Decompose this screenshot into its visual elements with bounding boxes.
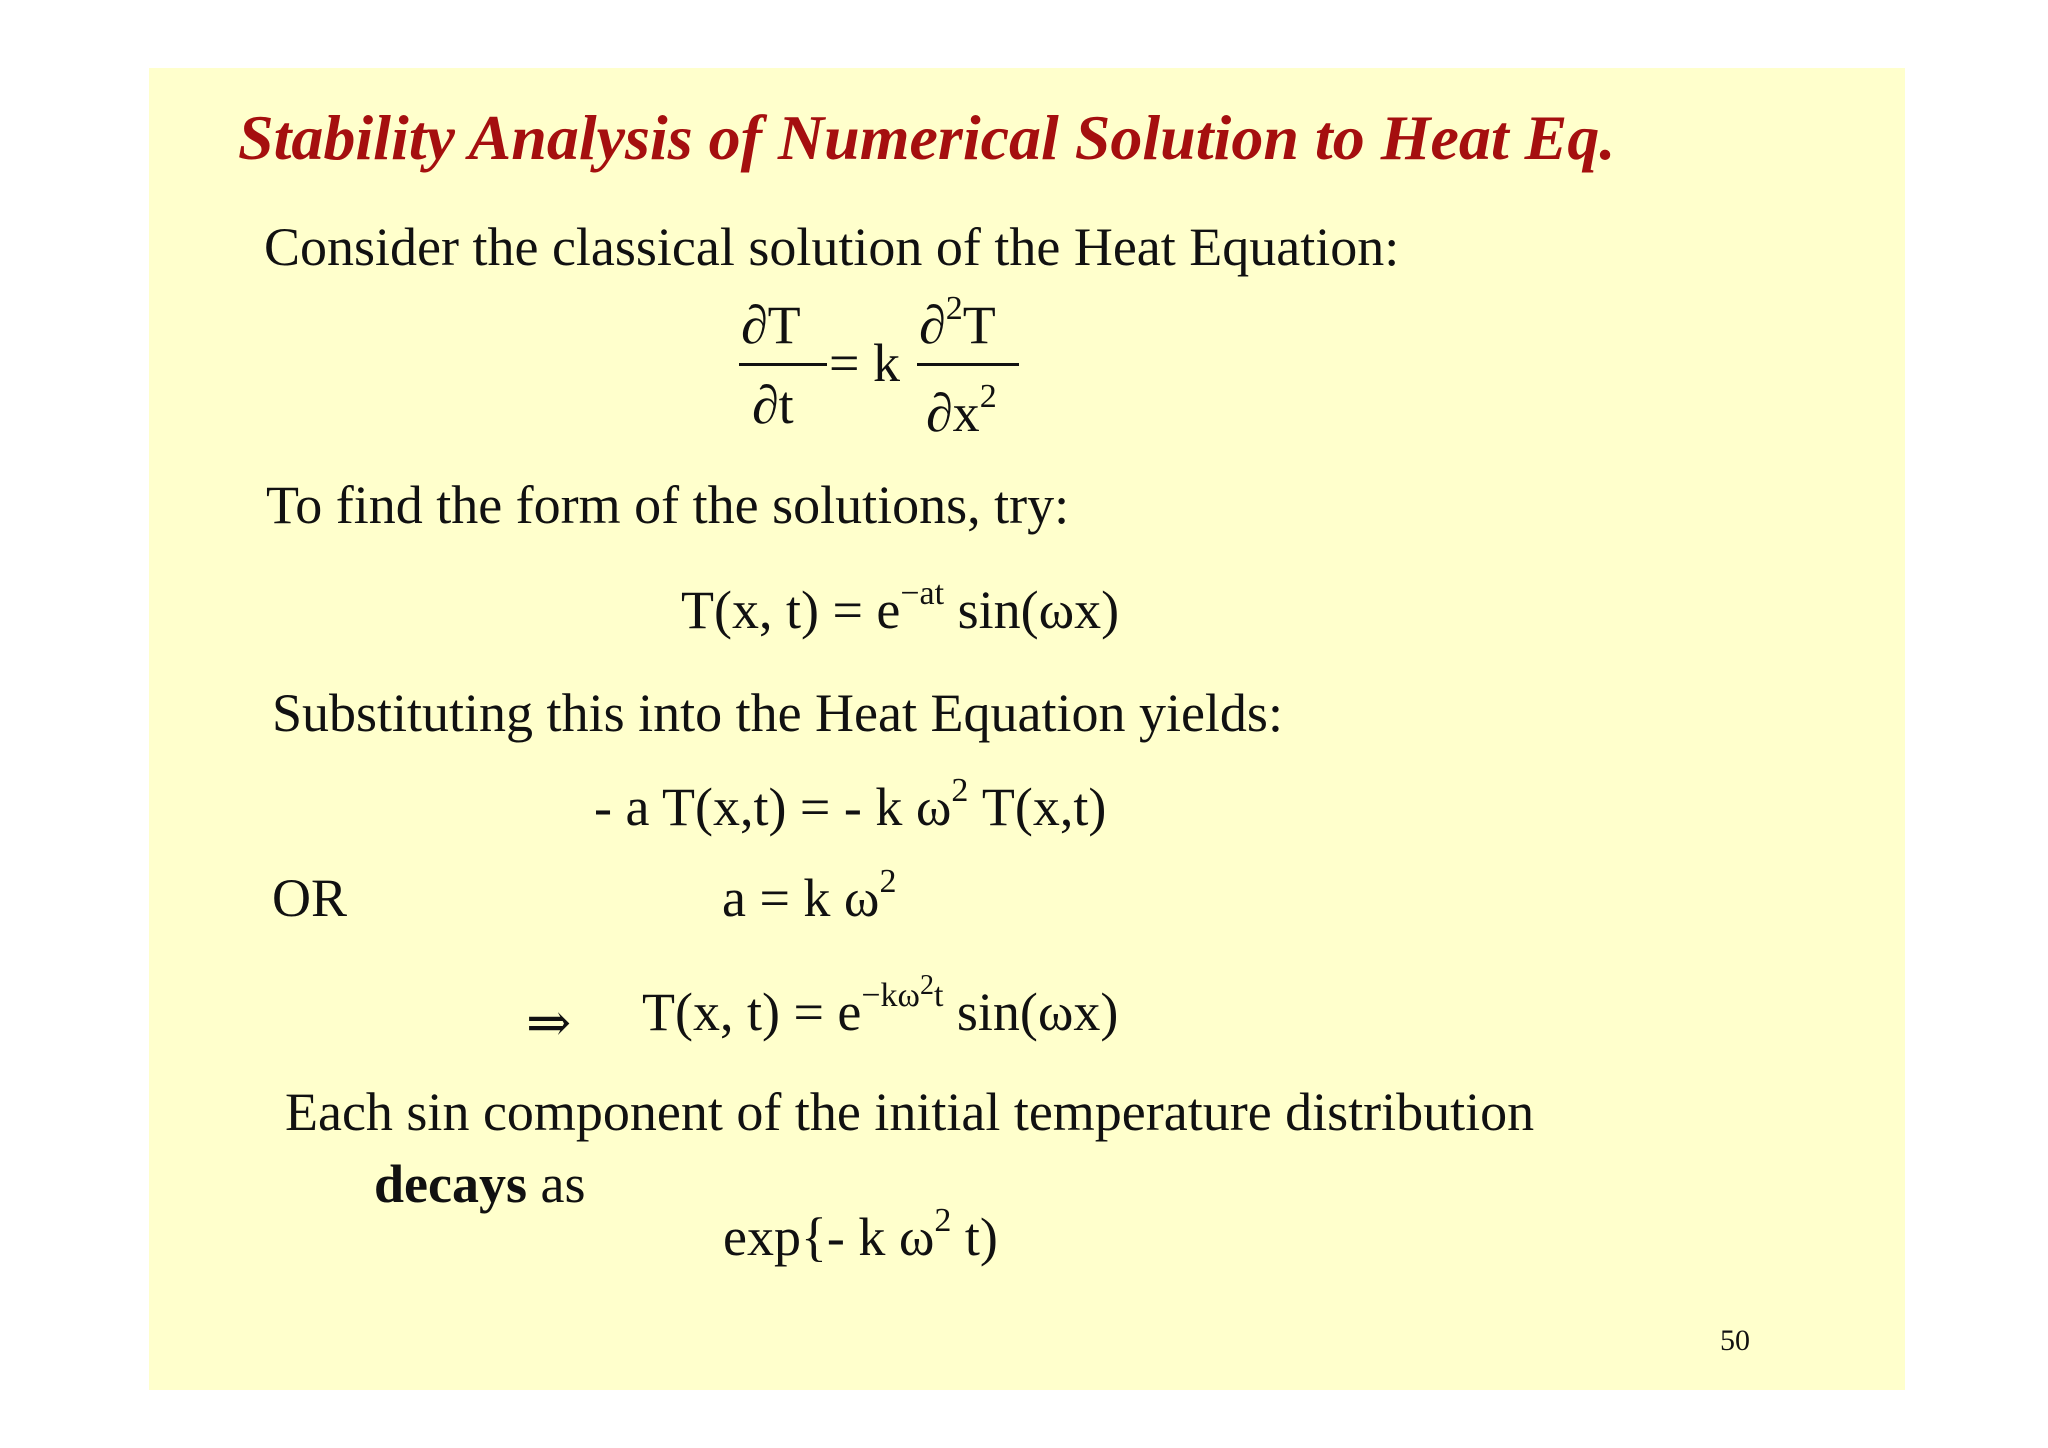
heat-eq-frac-right bbox=[917, 363, 1019, 366]
trial-solution-equation: T(x, $t) = e^{-at}$ sin(ωx) bbox=[681, 575, 1120, 640]
slide-title: Stability Analysis of Numerical Solution to Heat Eq. bbox=[238, 102, 1616, 173]
heat-eq-frac-left bbox=[739, 363, 827, 366]
page-number: 50 bbox=[1720, 1324, 1750, 1357]
decays-text: decays as bbox=[374, 1154, 586, 1214]
substitution-equation: - a T(x,t) = - k $\omega^2$ T(x,t) bbox=[594, 772, 1107, 837]
tofind-text: To find the form of the solutions, try: bbox=[266, 475, 1070, 535]
heat-eq-num-right: ∂$^2$T bbox=[919, 290, 996, 355]
decay-expression: exp{- k $\omega^2$ t) bbox=[723, 1202, 998, 1267]
heat-eq-num-left: ∂T bbox=[741, 295, 801, 355]
heat-eq-equals-k: = k bbox=[829, 333, 900, 393]
each-sin-text: Each sin component of the initial temperature distribution bbox=[285, 1082, 1535, 1142]
implies-arrow: ⇒ bbox=[526, 993, 572, 1053]
result-equation: T(x, $t) = e^{-k\omega^2t}$ sin(ωx) bbox=[642, 970, 1119, 1042]
consider-text: Consider the classical solution of the Heat Equation: bbox=[264, 217, 1400, 277]
heat-eq-den-right: $\partial x^2$ bbox=[926, 378, 997, 443]
heat-eq-den-left: ∂t bbox=[752, 375, 794, 435]
slide bbox=[149, 68, 1905, 1390]
or-label: OR bbox=[272, 868, 348, 928]
a-equation: a = k $\omega^2$ bbox=[722, 863, 897, 928]
substituting-text: Substituting this into the Heat Equation yields: bbox=[272, 683, 1283, 743]
